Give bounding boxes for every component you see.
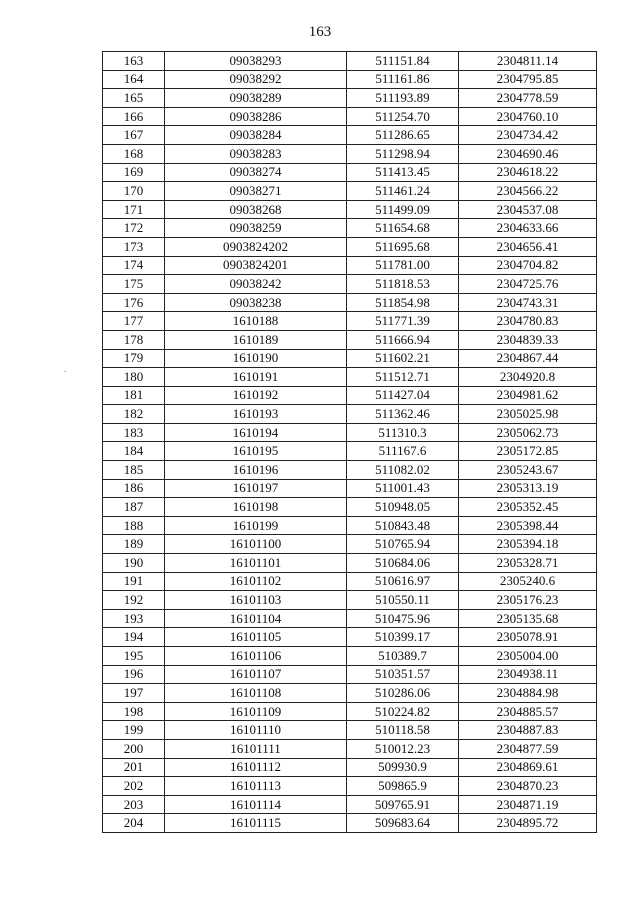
x-coordinate-cell: 511499.09 bbox=[347, 200, 459, 219]
point-code-cell: 16101105 bbox=[165, 628, 347, 647]
table-row bbox=[103, 442, 597, 461]
table-row bbox=[103, 795, 597, 814]
row-number-cell: 201 bbox=[103, 758, 165, 777]
row-number-cell: 165 bbox=[103, 89, 165, 108]
row-number-cell: 185 bbox=[103, 461, 165, 480]
point-code-cell: 16101107 bbox=[165, 665, 347, 684]
table-row bbox=[103, 628, 597, 647]
table-row bbox=[103, 163, 597, 182]
table-row bbox=[103, 609, 597, 628]
point-code-cell: 16101108 bbox=[165, 684, 347, 703]
x-coordinate-cell: 509765.91 bbox=[347, 795, 459, 814]
row-number-cell: 188 bbox=[103, 516, 165, 535]
row-number-cell: 202 bbox=[103, 777, 165, 796]
table-row bbox=[103, 349, 597, 368]
table-row bbox=[103, 219, 597, 238]
x-coordinate-cell: 510286.06 bbox=[347, 684, 459, 703]
point-code-cell: 1610189 bbox=[165, 330, 347, 349]
y-coordinate-cell: 2304566.22 bbox=[459, 182, 597, 201]
x-coordinate-cell: 511695.68 bbox=[347, 237, 459, 256]
x-coordinate-cell: 511771.39 bbox=[347, 312, 459, 331]
point-code-cell: 09038283 bbox=[165, 144, 347, 163]
point-code-cell: 16101102 bbox=[165, 572, 347, 591]
x-coordinate-cell: 510843.48 bbox=[347, 516, 459, 535]
point-code-cell: 0903824202 bbox=[165, 237, 347, 256]
point-code-cell: 1610197 bbox=[165, 479, 347, 498]
y-coordinate-cell: 2305062.73 bbox=[459, 423, 597, 442]
table-row bbox=[103, 535, 597, 554]
row-number-cell: 167 bbox=[103, 126, 165, 145]
row-number-cell: 193 bbox=[103, 609, 165, 628]
x-coordinate-cell: 510224.82 bbox=[347, 702, 459, 721]
row-number-cell: 177 bbox=[103, 312, 165, 331]
table-row bbox=[103, 293, 597, 312]
y-coordinate-cell: 2304869.61 bbox=[459, 758, 597, 777]
x-coordinate-cell: 510118.58 bbox=[347, 721, 459, 740]
table-row bbox=[103, 777, 597, 796]
table-row bbox=[103, 275, 597, 294]
x-coordinate-cell: 511161.86 bbox=[347, 70, 459, 89]
row-number-cell: 164 bbox=[103, 70, 165, 89]
y-coordinate-cell: 2304690.46 bbox=[459, 144, 597, 163]
x-coordinate-cell: 511193.89 bbox=[347, 89, 459, 108]
page-number: 163 bbox=[308, 24, 332, 40]
point-code-cell: 16101112 bbox=[165, 758, 347, 777]
point-code-cell: 1610191 bbox=[165, 368, 347, 387]
row-number-cell: 174 bbox=[103, 256, 165, 275]
table-row bbox=[103, 554, 597, 573]
table-row bbox=[103, 665, 597, 684]
table-row bbox=[103, 256, 597, 275]
x-coordinate-cell: 510616.97 bbox=[347, 572, 459, 591]
row-number-cell: 173 bbox=[103, 237, 165, 256]
y-coordinate-cell: 2304734.42 bbox=[459, 126, 597, 145]
table-row bbox=[103, 516, 597, 535]
y-coordinate-cell: 2305243.67 bbox=[459, 461, 597, 480]
row-number-cell: 182 bbox=[103, 405, 165, 424]
table-row bbox=[103, 126, 597, 145]
point-code-cell: 09038284 bbox=[165, 126, 347, 145]
y-coordinate-cell: 2304938.11 bbox=[459, 665, 597, 684]
point-code-cell: 09038286 bbox=[165, 107, 347, 126]
y-coordinate-cell: 2305394.18 bbox=[459, 535, 597, 554]
point-code-cell: 16101101 bbox=[165, 554, 347, 573]
point-code-cell: 16101114 bbox=[165, 795, 347, 814]
y-coordinate-cell: 2304778.59 bbox=[459, 89, 597, 108]
table-row bbox=[103, 386, 597, 405]
point-code-cell: 1610192 bbox=[165, 386, 347, 405]
point-code-cell: 0903824201 bbox=[165, 256, 347, 275]
point-code-cell: 09038271 bbox=[165, 182, 347, 201]
y-coordinate-cell: 2304839.33 bbox=[459, 330, 597, 349]
table-row bbox=[103, 591, 597, 610]
y-coordinate-cell: 2304887.83 bbox=[459, 721, 597, 740]
x-coordinate-cell: 511362.46 bbox=[347, 405, 459, 424]
y-coordinate-cell: 2304618.22 bbox=[459, 163, 597, 182]
table-row bbox=[103, 70, 597, 89]
y-coordinate-cell: 2305313.19 bbox=[459, 479, 597, 498]
y-coordinate-cell: 2304811.14 bbox=[459, 52, 597, 71]
x-coordinate-cell: 510012.23 bbox=[347, 739, 459, 758]
x-coordinate-cell: 511854.98 bbox=[347, 293, 459, 312]
y-coordinate-cell: 2305398.44 bbox=[459, 516, 597, 535]
row-number-cell: 179 bbox=[103, 349, 165, 368]
y-coordinate-cell: 2305004.00 bbox=[459, 647, 597, 666]
x-coordinate-cell: 510389.7 bbox=[347, 647, 459, 666]
table-row bbox=[103, 312, 597, 331]
table-row bbox=[103, 461, 597, 480]
y-coordinate-cell: 2304743.31 bbox=[459, 293, 597, 312]
y-coordinate-cell: 2304867.44 bbox=[459, 349, 597, 368]
y-coordinate-cell: 2304780.83 bbox=[459, 312, 597, 331]
x-coordinate-cell: 511151.84 bbox=[347, 52, 459, 71]
x-coordinate-cell: 511298.94 bbox=[347, 144, 459, 163]
row-number-cell: 168 bbox=[103, 144, 165, 163]
point-code-cell: 16101110 bbox=[165, 721, 347, 740]
row-number-cell: 196 bbox=[103, 665, 165, 684]
table-row bbox=[103, 144, 597, 163]
x-coordinate-cell: 509683.64 bbox=[347, 814, 459, 833]
table-row bbox=[103, 237, 597, 256]
row-number-cell: 198 bbox=[103, 702, 165, 721]
point-code-cell: 16101100 bbox=[165, 535, 347, 554]
table-row bbox=[103, 107, 597, 126]
x-coordinate-cell: 511310.3 bbox=[347, 423, 459, 442]
table-row bbox=[103, 368, 597, 387]
x-coordinate-cell: 509865.9 bbox=[347, 777, 459, 796]
table-row bbox=[103, 89, 597, 108]
x-coordinate-cell: 511602.21 bbox=[347, 349, 459, 368]
table-row bbox=[103, 647, 597, 666]
table-row bbox=[103, 572, 597, 591]
x-coordinate-cell: 511254.70 bbox=[347, 107, 459, 126]
row-number-cell: 190 bbox=[103, 554, 165, 573]
scan-speck bbox=[64, 371, 66, 372]
row-number-cell: 192 bbox=[103, 591, 165, 610]
table-row bbox=[103, 52, 597, 71]
y-coordinate-cell: 2304884.98 bbox=[459, 684, 597, 703]
y-coordinate-cell: 2304633.66 bbox=[459, 219, 597, 238]
row-number-cell: 184 bbox=[103, 442, 165, 461]
point-code-cell: 09038268 bbox=[165, 200, 347, 219]
y-coordinate-cell: 2304725.76 bbox=[459, 275, 597, 294]
y-coordinate-cell: 2304795.85 bbox=[459, 70, 597, 89]
point-code-cell: 09038274 bbox=[165, 163, 347, 182]
row-number-cell: 166 bbox=[103, 107, 165, 126]
y-coordinate-cell: 2304537.08 bbox=[459, 200, 597, 219]
table-row bbox=[103, 405, 597, 424]
table-row bbox=[103, 814, 597, 833]
point-code-cell: 1610199 bbox=[165, 516, 347, 535]
point-code-cell: 16101103 bbox=[165, 591, 347, 610]
row-number-cell: 199 bbox=[103, 721, 165, 740]
table-row bbox=[103, 330, 597, 349]
x-coordinate-cell: 510475.96 bbox=[347, 609, 459, 628]
point-code-cell: 16101113 bbox=[165, 777, 347, 796]
y-coordinate-cell: 2305240.6 bbox=[459, 572, 597, 591]
x-coordinate-cell: 510399.17 bbox=[347, 628, 459, 647]
table-row bbox=[103, 498, 597, 517]
y-coordinate-cell: 2305078.91 bbox=[459, 628, 597, 647]
y-coordinate-cell: 2305172.85 bbox=[459, 442, 597, 461]
x-coordinate-cell: 510765.94 bbox=[347, 535, 459, 554]
row-number-cell: 180 bbox=[103, 368, 165, 387]
point-code-cell: 1610190 bbox=[165, 349, 347, 368]
y-coordinate-cell: 2304895.72 bbox=[459, 814, 597, 833]
point-code-cell: 09038259 bbox=[165, 219, 347, 238]
x-coordinate-cell: 511781.00 bbox=[347, 256, 459, 275]
point-code-cell: 16101111 bbox=[165, 739, 347, 758]
x-coordinate-cell: 511167.6 bbox=[347, 442, 459, 461]
x-coordinate-cell: 511666.94 bbox=[347, 330, 459, 349]
table-row bbox=[103, 182, 597, 201]
table-row bbox=[103, 423, 597, 442]
table-row bbox=[103, 758, 597, 777]
x-coordinate-cell: 509930.9 bbox=[347, 758, 459, 777]
row-number-cell: 194 bbox=[103, 628, 165, 647]
y-coordinate-cell: 2304760.10 bbox=[459, 107, 597, 126]
x-coordinate-cell: 511461.24 bbox=[347, 182, 459, 201]
row-number-cell: 203 bbox=[103, 795, 165, 814]
x-coordinate-cell: 511512.71 bbox=[347, 368, 459, 387]
table-row bbox=[103, 739, 597, 758]
y-coordinate-cell: 2304920.8 bbox=[459, 368, 597, 387]
point-code-cell: 16101104 bbox=[165, 609, 347, 628]
table-row bbox=[103, 479, 597, 498]
point-code-cell: 16101115 bbox=[165, 814, 347, 833]
table-row bbox=[103, 684, 597, 703]
y-coordinate-cell: 2305176.23 bbox=[459, 591, 597, 610]
y-coordinate-cell: 2304981.62 bbox=[459, 386, 597, 405]
y-coordinate-cell: 2305328.71 bbox=[459, 554, 597, 573]
y-coordinate-cell: 2304877.59 bbox=[459, 739, 597, 758]
point-code-cell: 1610193 bbox=[165, 405, 347, 424]
point-code-cell: 1610194 bbox=[165, 423, 347, 442]
point-code-cell: 1610188 bbox=[165, 312, 347, 331]
row-number-cell: 200 bbox=[103, 739, 165, 758]
row-number-cell: 176 bbox=[103, 293, 165, 312]
x-coordinate-cell: 510948.05 bbox=[347, 498, 459, 517]
coordinates-table bbox=[102, 51, 597, 833]
coordinates-table-body bbox=[103, 52, 597, 833]
y-coordinate-cell: 2304704.82 bbox=[459, 256, 597, 275]
row-number-cell: 186 bbox=[103, 479, 165, 498]
x-coordinate-cell: 510684.06 bbox=[347, 554, 459, 573]
x-coordinate-cell: 511082.02 bbox=[347, 461, 459, 480]
row-number-cell: 183 bbox=[103, 423, 165, 442]
point-code-cell: 1610195 bbox=[165, 442, 347, 461]
point-code-cell: 09038238 bbox=[165, 293, 347, 312]
x-coordinate-cell: 510351.57 bbox=[347, 665, 459, 684]
x-coordinate-cell: 511427.04 bbox=[347, 386, 459, 405]
y-coordinate-cell: 2304885.57 bbox=[459, 702, 597, 721]
row-number-cell: 163 bbox=[103, 52, 165, 71]
point-code-cell: 1610198 bbox=[165, 498, 347, 517]
row-number-cell: 187 bbox=[103, 498, 165, 517]
point-code-cell: 1610196 bbox=[165, 461, 347, 480]
row-number-cell: 169 bbox=[103, 163, 165, 182]
y-coordinate-cell: 2304870.23 bbox=[459, 777, 597, 796]
row-number-cell: 175 bbox=[103, 275, 165, 294]
table-row bbox=[103, 721, 597, 740]
row-number-cell: 171 bbox=[103, 200, 165, 219]
row-number-cell: 197 bbox=[103, 684, 165, 703]
y-coordinate-cell: 2305352.45 bbox=[459, 498, 597, 517]
point-code-cell: 09038289 bbox=[165, 89, 347, 108]
row-number-cell: 189 bbox=[103, 535, 165, 554]
row-number-cell: 170 bbox=[103, 182, 165, 201]
y-coordinate-cell: 2305025.98 bbox=[459, 405, 597, 424]
y-coordinate-cell: 2304871.19 bbox=[459, 795, 597, 814]
row-number-cell: 191 bbox=[103, 572, 165, 591]
table-row bbox=[103, 200, 597, 219]
row-number-cell: 181 bbox=[103, 386, 165, 405]
point-code-cell: 09038242 bbox=[165, 275, 347, 294]
x-coordinate-cell: 511001.43 bbox=[347, 479, 459, 498]
point-code-cell: 16101106 bbox=[165, 647, 347, 666]
x-coordinate-cell: 511818.53 bbox=[347, 275, 459, 294]
row-number-cell: 204 bbox=[103, 814, 165, 833]
table-row bbox=[103, 702, 597, 721]
x-coordinate-cell: 511413.45 bbox=[347, 163, 459, 182]
point-code-cell: 09038293 bbox=[165, 52, 347, 71]
x-coordinate-cell: 510550.11 bbox=[347, 591, 459, 610]
y-coordinate-cell: 2305135.68 bbox=[459, 609, 597, 628]
row-number-cell: 195 bbox=[103, 647, 165, 666]
row-number-cell: 178 bbox=[103, 330, 165, 349]
point-code-cell: 09038292 bbox=[165, 70, 347, 89]
row-number-cell: 172 bbox=[103, 219, 165, 238]
x-coordinate-cell: 511286.65 bbox=[347, 126, 459, 145]
point-code-cell: 16101109 bbox=[165, 702, 347, 721]
x-coordinate-cell: 511654.68 bbox=[347, 219, 459, 238]
y-coordinate-cell: 2304656.41 bbox=[459, 237, 597, 256]
